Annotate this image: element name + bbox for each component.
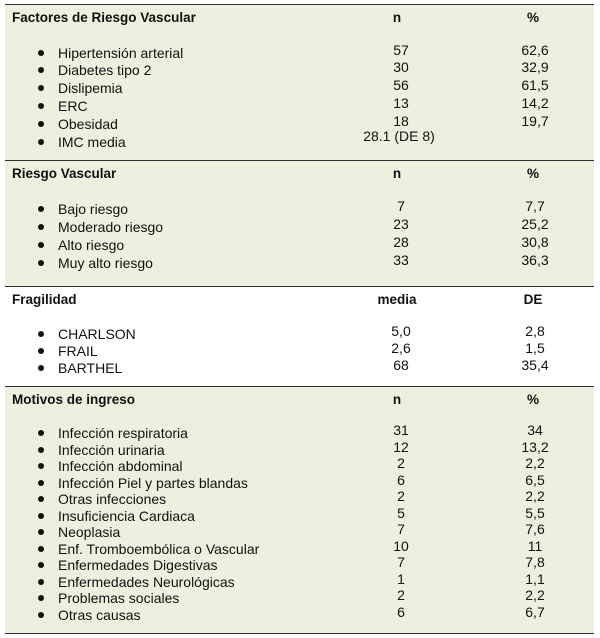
table-row [5, 523, 594, 541]
bullet-icon [38, 612, 44, 618]
row-label: Moderado riesgo [58, 219, 164, 235]
table-row [5, 236, 594, 254]
table-row [5, 359, 594, 377]
bullet-icon [38, 139, 44, 145]
table-row [5, 218, 594, 236]
row-label: Obesidad [58, 116, 118, 132]
row-label: Muy alto riesgo [58, 255, 153, 271]
column-header-percent: % [526, 10, 540, 25]
row-value-n: 30 [393, 59, 409, 75]
row-label: Neoplasia [58, 524, 121, 540]
bullet-icon [38, 447, 44, 453]
column-header-de: DE [523, 292, 543, 307]
row-value-n: 7 [397, 521, 405, 537]
row-value-percent: 7,8 [525, 554, 545, 570]
row-value-media: 2,6 [391, 340, 411, 356]
row-value-de: 35,4 [521, 357, 549, 373]
table-row [5, 128, 594, 151]
row-value-de: 2,8 [525, 323, 545, 339]
data-table [5, 4, 594, 634]
row-value-n: 2 [397, 587, 405, 603]
bullet-icon [38, 562, 44, 568]
row-value-percent: 36,3 [521, 252, 549, 268]
column-header-n: n [392, 10, 402, 25]
row-label: Bajo riesgo [58, 201, 129, 217]
table-row [5, 44, 594, 62]
row-value-de: 1,5 [525, 340, 545, 356]
row-value-percent: 13,2 [521, 439, 549, 455]
row-value-n: 7 [397, 198, 405, 214]
bullet-icon [38, 529, 44, 535]
row-label: ERC [58, 98, 88, 114]
bullet-icon [38, 365, 44, 371]
row-value-n: 6 [397, 472, 405, 488]
row-value-n: 7 [397, 554, 405, 570]
table-row [5, 589, 594, 607]
column-header-media: media [377, 292, 417, 307]
row-value-percent: 11 [527, 538, 543, 554]
bullet-icon [38, 224, 44, 230]
row-value-percent: 32,9 [521, 59, 549, 75]
table-row [5, 556, 594, 574]
table-row [5, 115, 594, 133]
row-value-percent: 14,2 [521, 95, 549, 111]
row-value-percent: 30,8 [521, 234, 549, 250]
row-label: Infección abdominal [58, 458, 183, 474]
row-label: Infección respiratoria [58, 425, 188, 441]
row-value-percent: 6,7 [525, 604, 545, 620]
row-value-percent: 25,2 [521, 216, 549, 232]
row-value-percent: 34 [527, 422, 543, 438]
bullet-icon [38, 331, 44, 337]
row-value-n: 2 [397, 488, 405, 504]
row-value-n: 12 [393, 439, 409, 455]
row-value-n: 1 [397, 571, 405, 587]
section-factores-riesgo [5, 4, 594, 160]
bullet-icon [38, 463, 44, 469]
row-value-media: 5,0 [391, 323, 411, 339]
table-row [5, 424, 594, 442]
bullet-icon [38, 67, 44, 73]
row-label: Otras causas [58, 607, 141, 623]
bullet-icon [38, 85, 44, 91]
table-row [5, 325, 594, 343]
row-label: Otras infecciones [58, 491, 167, 507]
bullet-icon [38, 480, 44, 486]
column-header-n: n [392, 166, 402, 181]
table-row [5, 79, 594, 97]
bullet-icon [38, 260, 44, 266]
row-value-percent: 2,2 [525, 587, 545, 603]
row-label: Hipertensión arterial [58, 45, 184, 61]
row-label: CHARLSON [58, 326, 136, 342]
row-value-percent: 7,6 [525, 521, 545, 537]
row-value-percent: 7,7 [525, 198, 545, 214]
section-title: Fragilidad [12, 292, 77, 307]
row-label: Insuficiencia Cardiaca [58, 508, 195, 524]
row-value-n: 56 [393, 77, 409, 93]
bullet-icon [38, 242, 44, 248]
bullet-icon [38, 50, 44, 56]
bullet-icon [38, 579, 44, 585]
row-value-percent: 61,5 [521, 77, 549, 93]
table-row [5, 490, 594, 508]
row-value-n: 57 [393, 42, 409, 58]
table-row [5, 606, 594, 624]
bullet-icon [38, 430, 44, 436]
row-value-n: 2 [397, 455, 405, 471]
bullet-icon [38, 546, 44, 552]
table-row [5, 200, 594, 218]
row-value-percent: 6,5 [525, 472, 545, 488]
section-title: Factores de Riesgo Vascular [12, 10, 196, 25]
column-header-percent: % [526, 166, 540, 181]
row-value-n: 6 [397, 604, 405, 620]
row-label: Enfermedades Neurológicas [58, 574, 235, 590]
table-row [5, 342, 594, 360]
row-value-percent: 19,7 [521, 113, 549, 129]
bullet-icon [38, 103, 44, 109]
column-header-n: n [392, 392, 402, 407]
row-value-n: 28 [393, 234, 409, 250]
row-label: Diabetes tipo 2 [58, 62, 152, 78]
row-label: IMC media [58, 134, 126, 150]
column-header-percent: % [526, 392, 540, 407]
row-value-n: 18 [393, 113, 409, 129]
row-value-media: 68 [393, 357, 409, 373]
row-value-n: 33 [393, 252, 409, 268]
bullet-icon [38, 206, 44, 212]
section-title: Motivos de ingreso [12, 392, 136, 407]
row-value-n: 10 [393, 538, 409, 554]
row-label: Enfermedades Digestivas [58, 557, 218, 573]
row-label: Problemas sociales [58, 590, 180, 606]
row-label: Dislipemia [58, 80, 123, 96]
section-title: Riesgo Vascular [12, 166, 117, 181]
row-value-n: 13 [393, 95, 409, 111]
row-value-percent: 2,2 [525, 488, 545, 504]
bullet-icon [38, 348, 44, 354]
row-label: BARTHEL [58, 360, 123, 376]
row-label: Enf. Tromboembólica o Vascular [58, 541, 260, 557]
row-value-percent: 1,1 [525, 571, 545, 587]
row-value-n: 31 [393, 422, 409, 438]
row-value-percent: 2,2 [525, 455, 545, 471]
row-label: Infección urinaria [58, 442, 165, 458]
bullet-icon [38, 513, 44, 519]
row-label: Alto riesgo [58, 237, 125, 253]
row-value-n: 28.1 (DE 8) [363, 128, 435, 144]
table-row [5, 97, 594, 115]
table-row [5, 254, 594, 272]
bullet-icon [38, 496, 44, 502]
row-value-percent: 5,5 [525, 505, 545, 521]
row-label: FRAIL [58, 343, 98, 359]
bullet-icon [38, 121, 44, 127]
section-fragilidad [5, 286, 594, 386]
table-row [5, 61, 594, 79]
row-value-n: 5 [397, 505, 405, 521]
table-row [5, 457, 594, 475]
row-label: Infección Piel y partes blandas [58, 475, 248, 491]
row-value-percent: 62,6 [521, 42, 549, 58]
bullet-icon [38, 595, 44, 601]
row-value-n: 23 [393, 216, 409, 232]
section-riesgo-vascular [5, 160, 594, 286]
section-motivos-ingreso [5, 386, 594, 634]
